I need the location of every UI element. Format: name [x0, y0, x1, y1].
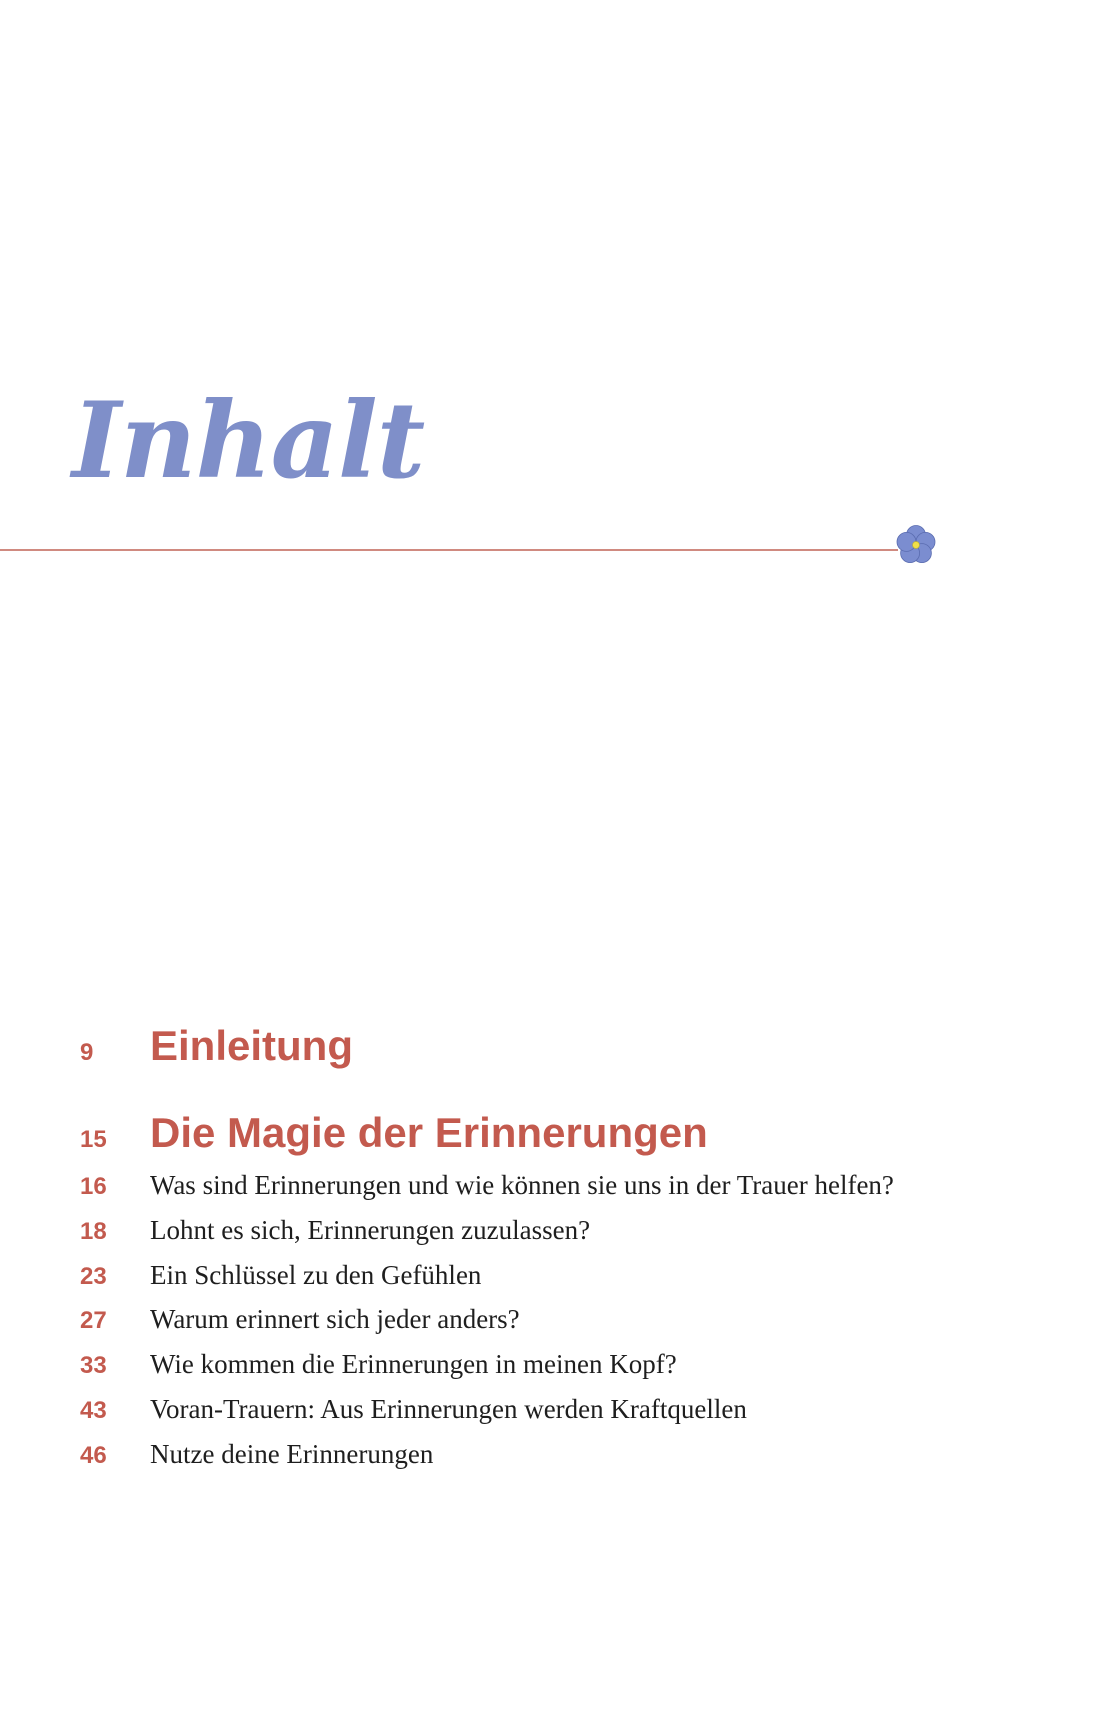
toc-page-number: 27 [80, 1307, 107, 1334]
toc-section [80, 1344, 677, 1386]
toc-section-title: Lohnt es sich, Erinnerungen zuzulassen? [150, 1215, 591, 1245]
toc-section-title: Voran-Trauern: Aus Erinnerungen werden Kraftquellen [150, 1394, 747, 1424]
title-rule [0, 549, 898, 551]
toc-section [80, 1210, 590, 1252]
page-title: Inhalt [72, 378, 425, 502]
toc-page-number: 33 [80, 1352, 107, 1379]
toc-section [80, 1255, 481, 1297]
toc-chapter-title: Die Magie der Erinnerungen [150, 1109, 708, 1156]
toc-section-title: Warum erinnert sich jeder anders? [150, 1304, 520, 1334]
toc-section [80, 1434, 433, 1476]
toc-section-title: Wie kommen die Erinnerungen in meinen Kopf? [150, 1349, 677, 1379]
toc-section [80, 1389, 747, 1431]
toc-section-title: Ein Schlüssel zu den Gefühlen [150, 1260, 482, 1290]
toc-page-number: 16 [80, 1173, 107, 1200]
toc-page-number: 18 [80, 1218, 107, 1245]
toc-section [80, 1165, 894, 1207]
toc-page-number: 9 [80, 1039, 94, 1066]
toc-section-title: Nutze deine Erinnerungen [150, 1439, 434, 1469]
toc-page-number: 43 [80, 1397, 107, 1424]
toc-section [80, 1299, 520, 1341]
toc-chapter [80, 1108, 708, 1165]
flower-center [913, 542, 920, 549]
flower-icon [894, 523, 938, 567]
toc-page-number: 46 [80, 1442, 107, 1469]
toc-chapter-title: Einleitung [150, 1022, 353, 1069]
toc-chapter [80, 1021, 353, 1078]
flower-petal [897, 532, 916, 551]
toc-page-number: 15 [80, 1126, 107, 1153]
toc-page-number: 23 [80, 1263, 107, 1290]
toc-section-title: Was sind Erinnerungen und wie können sie uns in der Trauer helfen? [150, 1170, 894, 1200]
